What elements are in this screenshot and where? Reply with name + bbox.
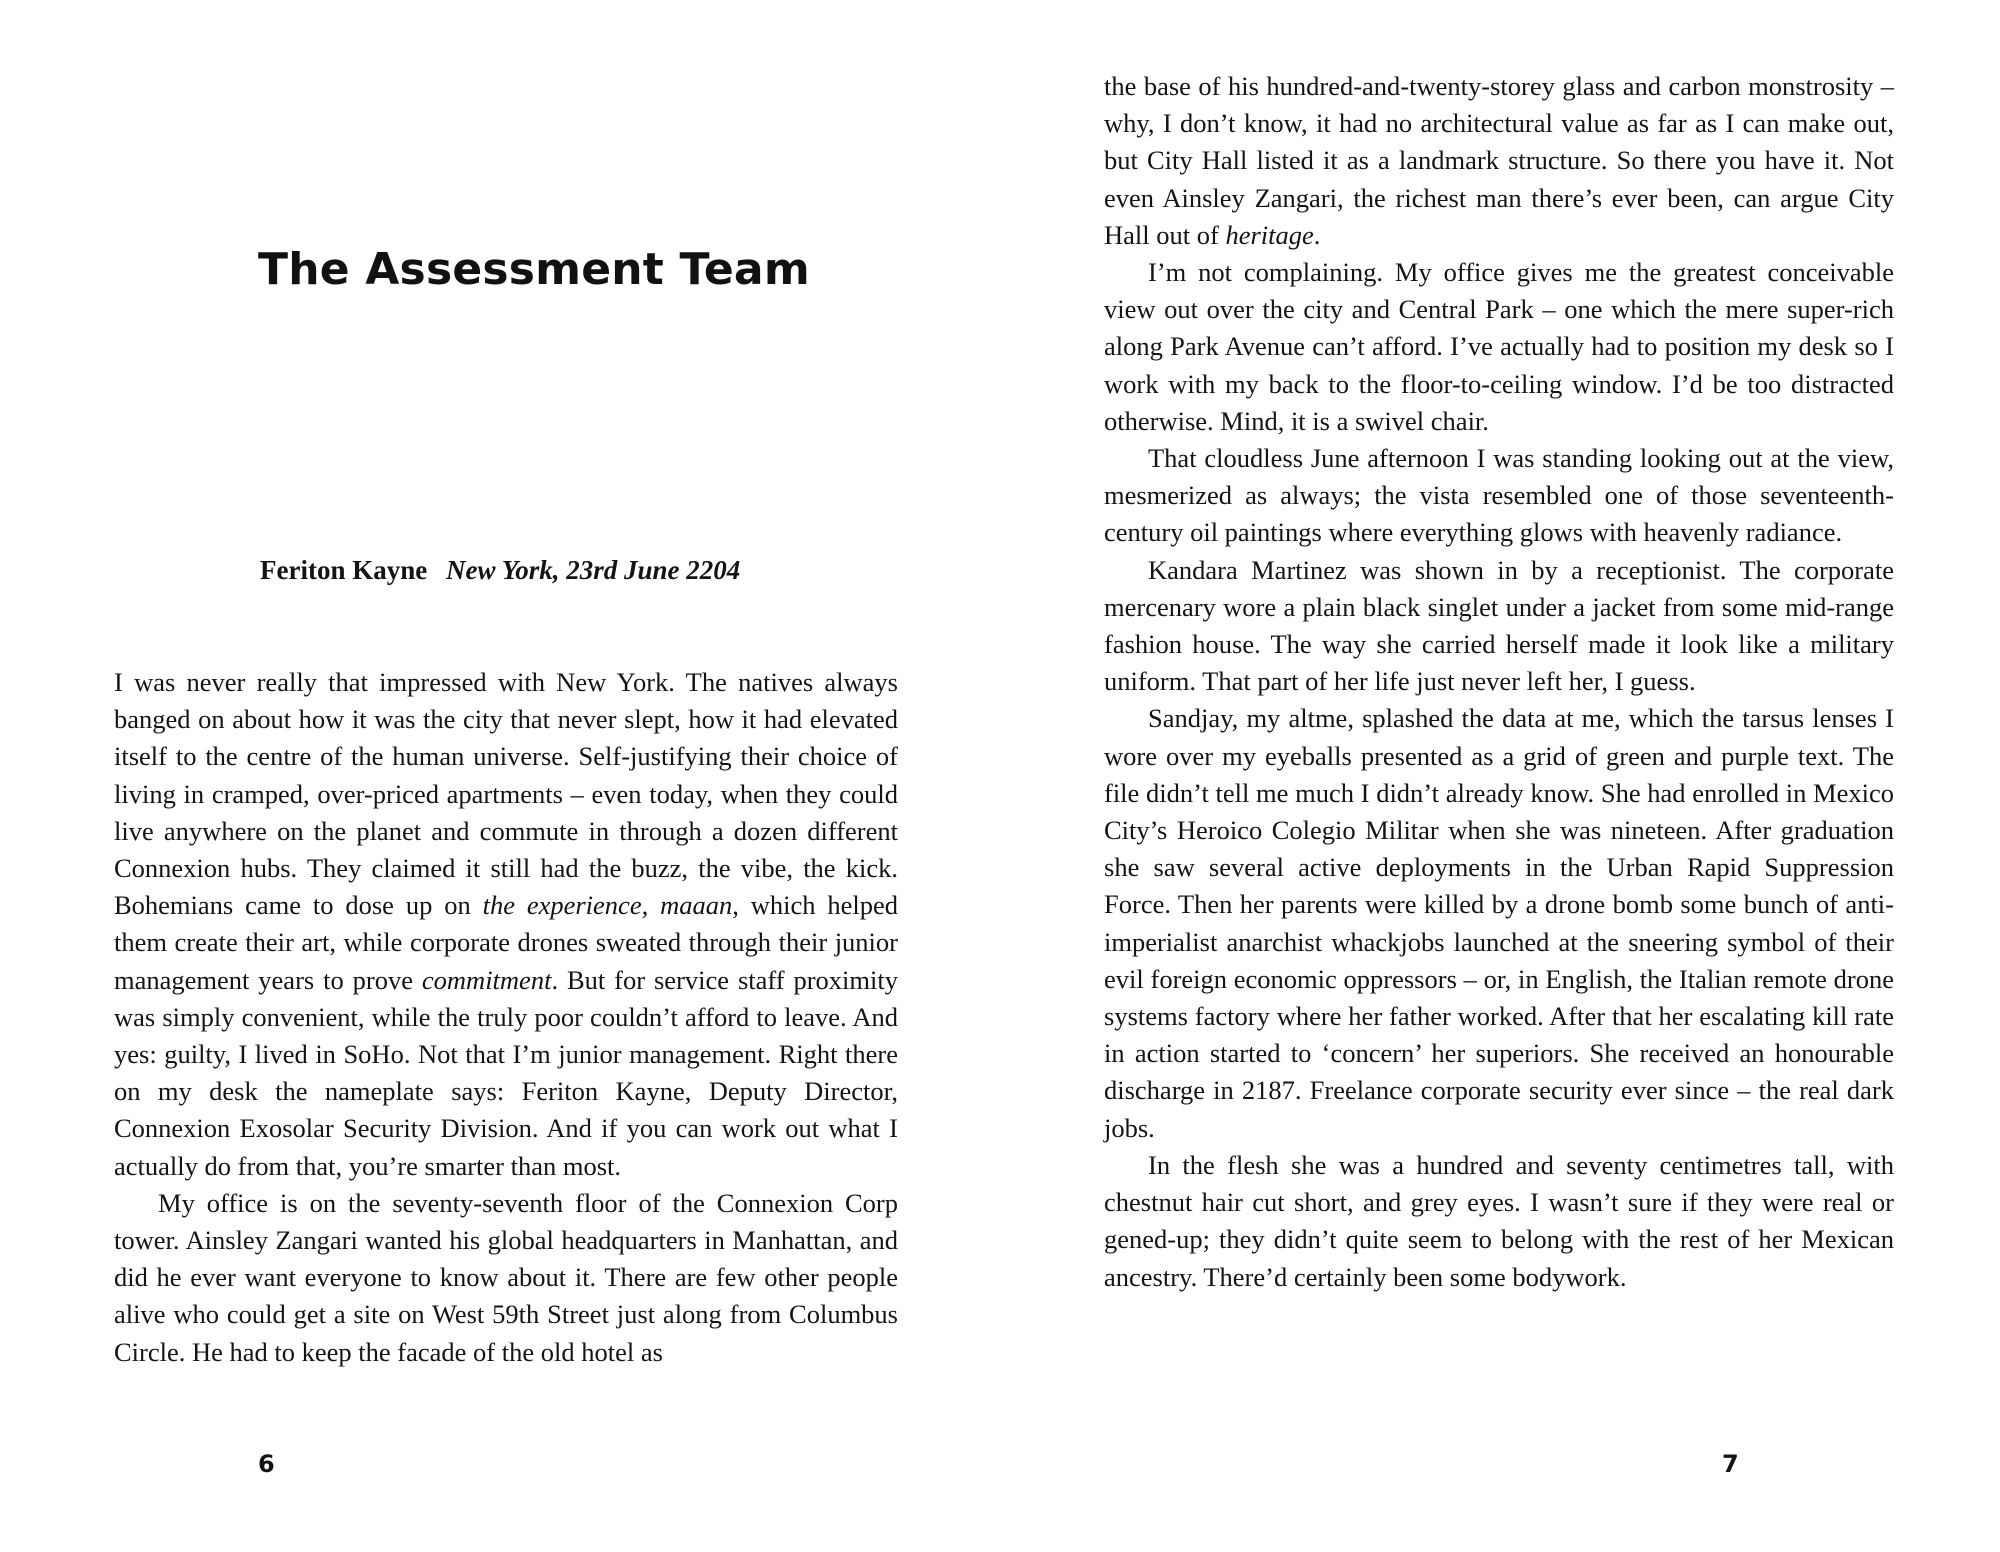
page-number: 6 [258,1450,275,1478]
text-run: , which helped them create their art, while corporate drones sweated through their junior management years to prove [114,890,898,995]
text-run: . But for service staff proximity was simply convenient, while the truly poor couldn’t afford to leave. And yes: guilty, I lived in SoHo. Not that I’m junior management. Right there on my desk the nameplate says: Feriton Kayne, Deputy Director, Connexion Exosolar Security Division. And if you can work out what I actually do from that, you’re smarter than most. [114,964,898,1181]
chapter-title: The Assessment Team [258,244,810,295]
text-run: I was never really that impressed with New York. The natives always banged on about how it was the city that never slept, how it had elevated itself to the centre of the human universe. Self-justifying their choice of living in cramped, over-priced apartments – even today, when they could live anywhere on the planet and commute in through a dozen different Connexion hubs. They claimed it still had the buzz, the vibe, the kick. Bohemians came to dose up on [114,667,898,921]
left-body-text [114,664,898,1371]
paragraph [1104,68,1894,254]
byline-place-date: New York, 23rd June 2204 [445,555,741,585]
text-run: the base of his hundred-and-twenty-storey glass and carbon monstrosity – why, I don’t know, it had no architectural value as far as I can make out, but City Hall listed it as a landmark structure. So there you have it. Not even Ainsley Zangari, the richest man there’s ever been, can argue City Hall out of [1104,71,1894,250]
paragraph: I’m not complaining. My office gives me the greatest conceivable view out over the city and Central Park – one which the mere super-rich along Park Avenue can’t afford. I’ve actually had to position my desk so I work with my back to the floor-to-ceiling window. I’d be too distracted otherwise. Mind, it is a swivel chair. [1104,257,1894,436]
right-body-text [1104,68,1894,1296]
italic-text: commitment [421,964,552,995]
italic-text: heritage [1225,219,1314,250]
paragraph: Kandara Martinez was shown in by a receptionist. The corporate mercenary wore a plain black singlet under a jacket from some mid-range fashion house. The way she carried herself made it look like a military uniform. That part of her life just never left her, I guess. [1104,554,1894,697]
text-run: . [1313,219,1321,250]
page-number: 7 [1722,1450,1739,1478]
right-page [1000,0,2000,1552]
italic-text: the experience, maaan [482,890,733,921]
paragraph: My office is on the seventy-seventh floor of the Connexion Corp tower. Ainsley Zangari wanted his global headquarters in Manhattan, and did he ever want everyone to know about it. There are few other people alive who could get a site on West 59th Street just along from Columbus Circle. He had to keep the facade of the old hotel as [114,1187,898,1367]
byline [260,555,740,586]
paragraph: That cloudless June afternoon I was standing looking out at the view, mesmerized as always; the vista resembled one of those seventeenth-century oil paintings where everything glows with heavenly radiance. [1104,443,1894,548]
paragraph: In the flesh she was a hundred and seventy centimetres tall, with chestnut hair cut short, and grey eyes. I wasn’t sure if they were real or gened-up; they didn’t quite seem to belong with the rest of her Mexican ancestry. There’d certainly been some bodywork. [1104,1149,1894,1292]
paragraph [114,664,898,1185]
paragraph: Sandjay, my altme, splashed the data at me, which the tarsus lenses I wore over my eyeballs presented as a grid of green and purple text. The file didn’t tell me much I didn’t already know. She had enrolled in Mexico City’s Heroico Colegio Militar when she was nineteen. After graduation she saw several active deployments in the Urban Rapid Suppression Force. Then her parents were killed by a drone bomb some bunch of anti-imperialist anarchist whackjobs launched at the sneering symbol of their evil foreign economic oppressors – or, in English, the Italian remote drone systems factory where her father worked. After that her escalating kill rate in action started to ‘concern’ her superiors. She received an honourable discharge in 2187. Freelance corporate security ever since – the real dark jobs. [1104,703,1894,1143]
byline-author: Feriton Kayne [260,555,428,585]
